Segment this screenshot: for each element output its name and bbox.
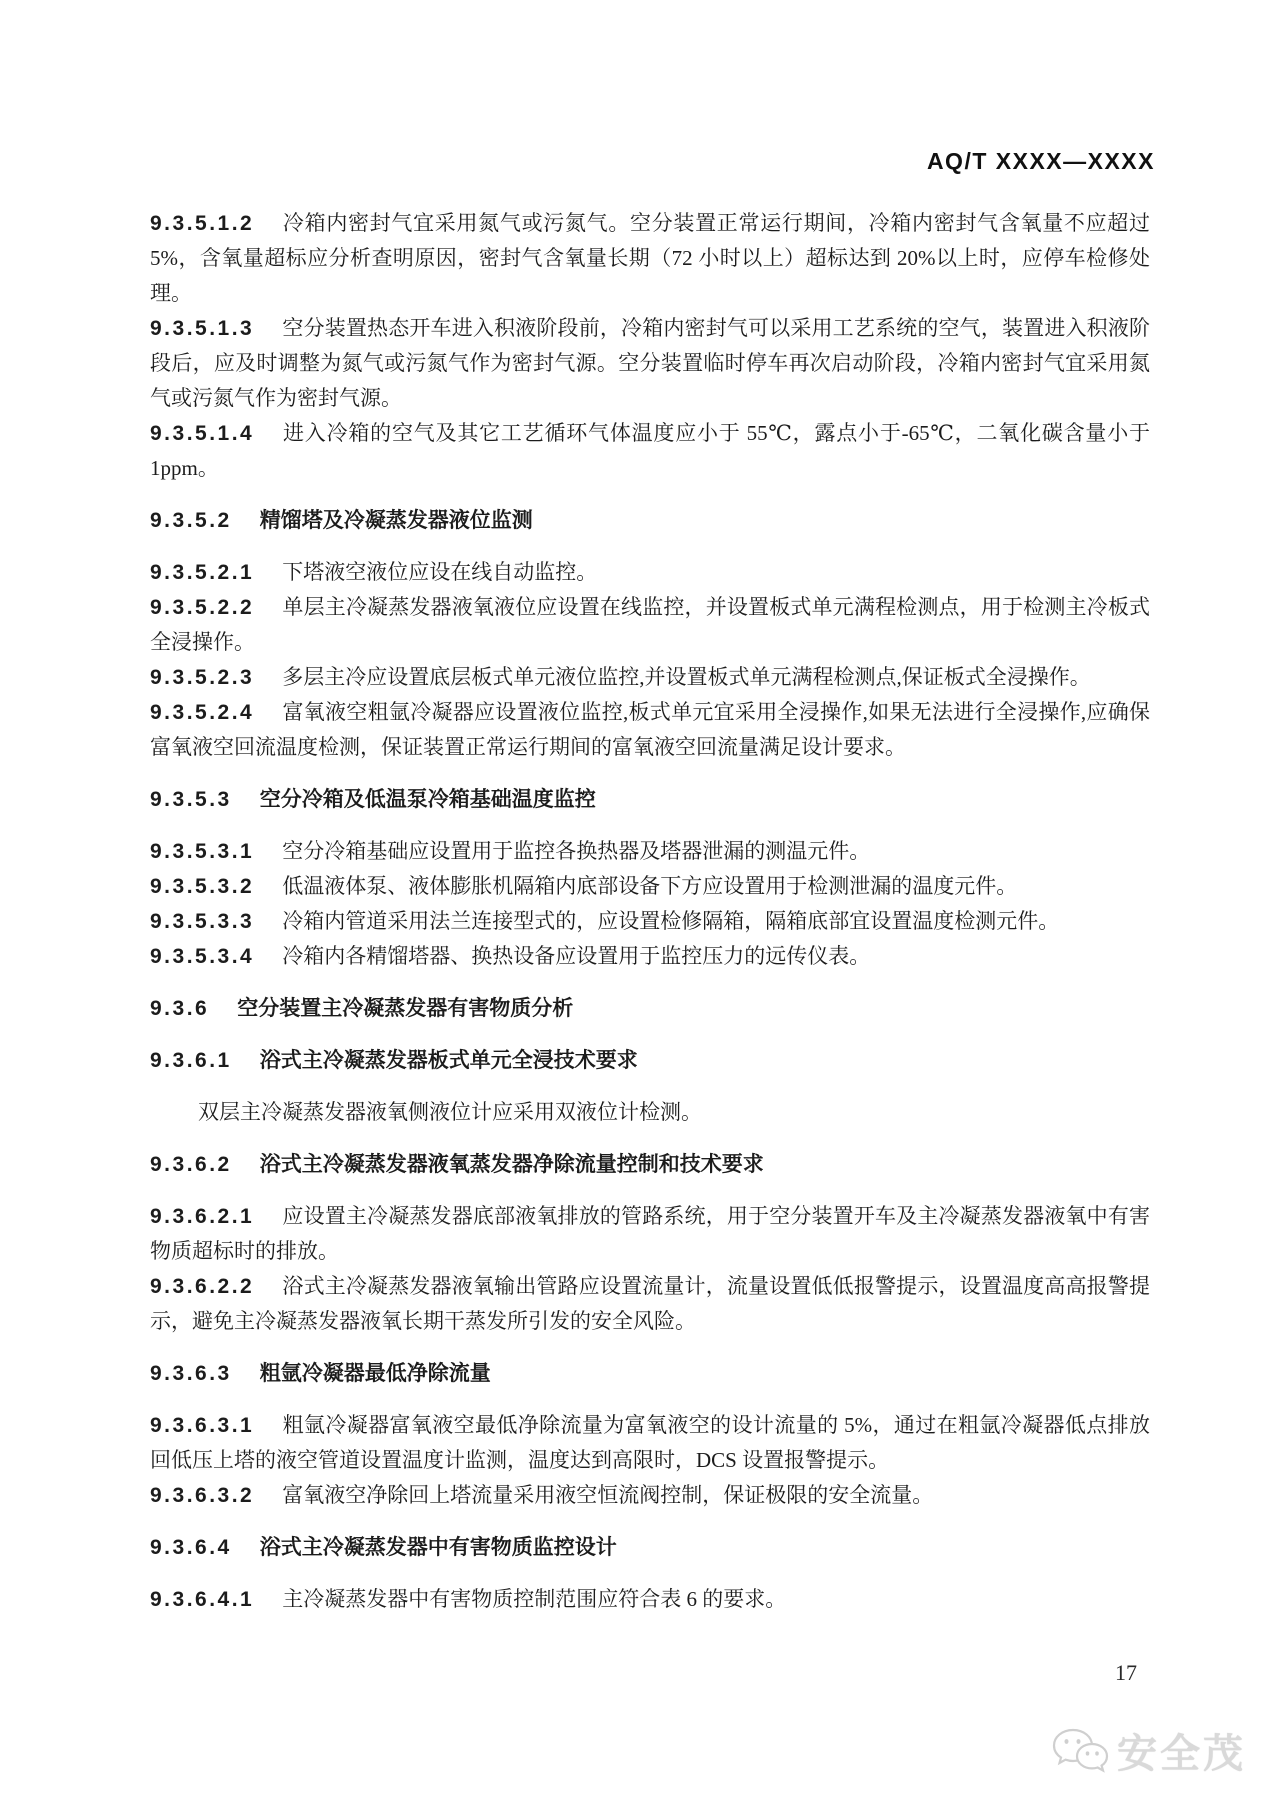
clause-text: 应设置主冷凝蒸发器底部液氧排放的管路系统，用于空分装置开车及主冷凝蒸发器液氧中有害物质超标时的排放。 <box>150 1204 1150 1263</box>
clause-number: 9.3.6.2.2 <box>150 1275 255 1298</box>
clause-text: 冷箱内密封气宜采用氮气或污氮气。空分装置正常运行期间，冷箱内密封气含氧量不应超过 5%，含氧量超标应分析查明原因，密封气含氧量长期（72 小时以上）超标达到 20%以上时，应停车检修处理。 <box>150 211 1150 305</box>
clause-number: 9.3.5.3.1 <box>150 840 255 863</box>
clause-number: 9.3.6.2.1 <box>150 1205 255 1228</box>
clause-number: 9.3.5.2.2 <box>150 596 255 619</box>
watermark <box>1051 1722 1246 1779</box>
clause-number: 9.3.5.2.4 <box>150 701 255 724</box>
heading-number: 9.3.6 <box>150 997 210 1020</box>
paragraph-double-level-gauge <box>150 1095 1150 1130</box>
heading-number: 9.3.6.2 <box>150 1153 232 1176</box>
heading-text: 空分装置主冷凝蒸发器有害物质分析 <box>237 997 574 1020</box>
clause-number: 9.3.6.4.1 <box>150 1588 255 1611</box>
heading-text: 精馏塔及冷凝蒸发器液位监测 <box>259 509 533 532</box>
clause-text: 冷箱内管道采用法兰连接型式的，应设置检修隔箱，隔箱底部宜设置温度检测元件。 <box>282 909 1060 933</box>
clause-text: 粗氩冷凝器富氧液空最低净除流量为富氧液空的设计流量的 5%，通过在粗氩冷凝器低点排放回低压上塔的液空管道设置温度计监测，温度达到高限时，DCS 设置报警提示。 <box>150 1413 1150 1472</box>
clause-text: 下塔液空液位应设在线自动监控。 <box>282 560 598 584</box>
clause-number: 9.3.5.3.4 <box>150 945 255 968</box>
clause-9-3-6-2-1 <box>150 1199 1150 1269</box>
page-number: 17 <box>1115 1660 1137 1685</box>
clause-9-3-5-2-4 <box>150 695 1150 765</box>
heading-9-3-6-4 <box>150 1530 1150 1565</box>
clause-number: 9.3.5.1.3 <box>150 317 255 340</box>
heading-text: 空分冷箱及低温泵冷箱基础温度监控 <box>259 788 596 811</box>
clause-text: 主冷凝蒸发器中有害物质控制范围应符合表 6 的要求。 <box>282 1587 787 1611</box>
heading-number: 9.3.6.4 <box>150 1536 232 1559</box>
clause-9-3-5-1-3 <box>150 311 1150 416</box>
clause-9-3-5-3-3 <box>150 904 1150 939</box>
heading-text: 浴式主冷凝蒸发器中有害物质监控设计 <box>259 1536 617 1559</box>
clause-text: 浴式主冷凝蒸发器液氧输出管路应设置流量计，流量设置低低报警提示，设置温度高高报警提示，避免主冷凝蒸发器液氧长期干蒸发所引发的安全风险。 <box>150 1274 1150 1333</box>
clause-9-3-5-3-2 <box>150 869 1150 904</box>
clause-number: 9.3.6.3.2 <box>150 1484 255 1507</box>
clause-9-3-5-2-3 <box>150 660 1150 695</box>
heading-9-3-5-3 <box>150 782 1150 817</box>
heading-number: 9.3.6.3 <box>150 1362 232 1385</box>
document-body <box>150 206 1150 1617</box>
clause-9-3-6-2-2 <box>150 1269 1150 1339</box>
heading-number: 9.3.5.2 <box>150 509 232 532</box>
heading-number: 9.3.6.1 <box>150 1049 232 1072</box>
clause-9-3-5-1-2 <box>150 206 1150 311</box>
watermark-text: 安全茂 <box>1117 1732 1246 1776</box>
clause-number: 9.3.5.3.3 <box>150 910 255 933</box>
wechat-bubbles-icon <box>1051 1726 1109 1776</box>
heading-9-3-5-2 <box>150 503 1150 538</box>
heading-9-3-6-2 <box>150 1147 1150 1182</box>
clause-number: 9.3.5.2.3 <box>150 666 255 689</box>
clause-9-3-5-1-4 <box>150 416 1150 486</box>
paragraph-text: 双层主冷凝蒸发器液氧侧液位计应采用双液位计检测。 <box>198 1100 702 1124</box>
clause-9-3-6-3-2 <box>150 1478 1150 1513</box>
clause-9-3-6-3-1 <box>150 1408 1150 1478</box>
clause-number: 9.3.5.1.4 <box>150 422 255 445</box>
clause-text: 单层主冷凝蒸发器液氧液位应设置在线监控，并设置板式单元满程检测点，用于检测主冷板式全浸操作。 <box>150 595 1150 654</box>
clause-text: 空分冷箱基础应设置用于监控各换热器及塔器泄漏的测温元件。 <box>282 839 871 863</box>
heading-9-3-6 <box>150 991 1150 1026</box>
clause-number: 9.3.5.1.2 <box>150 212 255 235</box>
clause-number: 9.3.5.3.2 <box>150 875 255 898</box>
heading-9-3-6-3 <box>150 1356 1150 1391</box>
clause-text: 空分装置热态开车进入积液阶段前，冷箱内密封气可以采用工艺系统的空气，装置进入积液阶段后，应及时调整为氮气或污氮气作为密封气源。空分装置临时停车再次启动阶段，冷箱内密封气宜采用氮气或污氮气作为密封气源。 <box>150 316 1150 410</box>
heading-number: 9.3.5.3 <box>150 788 232 811</box>
clause-number: 9.3.5.2.1 <box>150 561 255 584</box>
clause-text: 低温液体泵、液体膨胀机隔箱内底部设备下方应设置用于检测泄漏的温度元件。 <box>282 874 1018 898</box>
clause-text: 富氧液空净除回上塔流量采用液空恒流阀控制，保证极限的安全流量。 <box>282 1483 934 1507</box>
clause-text: 进入冷箱的空气及其它工艺循环气体温度应小于 55℃，露点小于-65℃，二氧化碳含量小于 1ppm。 <box>150 421 1150 480</box>
heading-9-3-6-1 <box>150 1043 1150 1078</box>
clause-text: 富氧液空粗氩冷凝器应设置液位监控,板式单元宜采用全浸操作,如果无法进行全浸操作,应确保富氧液空回流温度检测，保证装置正常运行期间的富氧液空回流量满足设计要求。 <box>150 700 1150 759</box>
clause-9-3-5-2-1 <box>150 555 1150 590</box>
clause-9-3-5-2-2 <box>150 590 1150 660</box>
clause-9-3-6-4-1 <box>150 1582 1150 1617</box>
clause-9-3-5-3-4 <box>150 939 1150 974</box>
heading-text: 粗氩冷凝器最低净除流量 <box>259 1362 491 1385</box>
clause-text: 冷箱内各精馏塔器、换热设备应设置用于监控压力的远传仪表。 <box>282 944 871 968</box>
doc-code-header: AQ/T XXXX—XXXX <box>926 148 1155 174</box>
heading-text: 浴式主冷凝蒸发器液氧蒸发器净除流量控制和技术要求 <box>259 1153 764 1176</box>
clause-9-3-5-3-1 <box>150 834 1150 869</box>
heading-text: 浴式主冷凝蒸发器板式单元全浸技术要求 <box>259 1049 638 1072</box>
clause-number: 9.3.6.3.1 <box>150 1414 255 1437</box>
clause-text: 多层主冷应设置底层板式单元液位监控,并设置板式单元满程检测点,保证板式全浸操作。 <box>282 665 1091 689</box>
